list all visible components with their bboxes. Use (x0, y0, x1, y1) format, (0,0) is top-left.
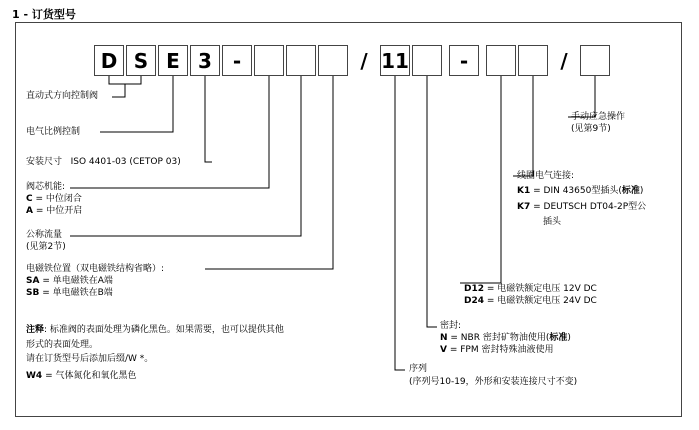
label-flow-note: (见第2节) (26, 242, 66, 252)
label-seal-title: 密封: (440, 321, 462, 331)
leader-connection (513, 76, 533, 176)
leader-ds-bracket (109, 76, 141, 84)
label-manual-override: 手动应急操作 (571, 112, 626, 122)
label-solenoid-sa: SA = 单电磁铁在A端 (26, 276, 113, 286)
label-solenoid-title: 电磁铁位置（双电磁铁结构省略）: (26, 264, 165, 274)
label-series-title: 序列 (409, 364, 428, 374)
leader-series (395, 76, 405, 370)
leader-seal (427, 76, 437, 327)
label-manual-override-note: (见第9节) (571, 124, 611, 134)
leader-voltage (460, 76, 501, 283)
label-seal-v: V = FPM 密封特殊油液使用 (440, 345, 554, 355)
label-spool-a: A = 中位开启 (26, 206, 83, 216)
label-series-note: (序列号10-19，外形和安装连接尺寸不变) (409, 377, 578, 387)
label-k1: K1 = DIN 43650型插头(标准) (517, 186, 644, 196)
code-sep-slash-1: / (360, 48, 368, 73)
label-spool-title: 阀芯机能: (26, 182, 66, 192)
label-spool-c: C = 中位闭合 (26, 194, 82, 204)
leader-mounting (205, 76, 212, 162)
code-box-dash-1: - (222, 45, 252, 76)
label-k7: K7 = DEUTSCH DT04-2P型公 (517, 202, 647, 212)
code-box-s: S (126, 45, 156, 76)
label-d12: D12 = 电磁铁额定电压 12V DC (464, 284, 597, 294)
label-mounting: 安装尺寸 ISO 4401-03 (CETOP 03) (26, 157, 181, 167)
note-line-3: 请在订货型号后添加后缀/W *。 (26, 354, 154, 364)
leader-flow (70, 76, 301, 236)
code-box-d: D (94, 45, 124, 76)
label-direct-valve: 直动式方向控制阀 (26, 91, 99, 101)
label-solenoid-sb: SB = 单电磁铁在B端 (26, 288, 113, 298)
code-sep-slash-2: / (560, 48, 568, 73)
note-w4: W4 = 气体氮化和氧化黑色 (26, 371, 137, 381)
code-box-dash-2: - (449, 45, 479, 76)
label-flow-title: 公称流量 (26, 230, 63, 240)
code-box-3: 3 (190, 45, 220, 76)
note-line-1: 注释: 标准阀的表面处理为磷化黑色。如果需要，也可以提供其他 (26, 325, 284, 335)
section-title: 1 - 订货型号 (12, 8, 76, 21)
note-line-2: 形式的表面处理。 (26, 340, 99, 350)
leader-override (568, 76, 595, 117)
code-box-e: E (158, 45, 188, 76)
label-d24: D24 = 电磁铁额定电压 24V DC (464, 296, 597, 306)
label-k7-line2: 插头 (543, 217, 562, 227)
label-seal-n: N = NBR 密封矿物油使用(标准) (440, 333, 571, 343)
leader-direct-valve (112, 84, 125, 97)
code-box-series: 11 (380, 45, 410, 76)
label-electric-proportional: 电气比例控制 (26, 127, 81, 137)
label-connection-title: 线圈电气连接: (517, 171, 575, 181)
